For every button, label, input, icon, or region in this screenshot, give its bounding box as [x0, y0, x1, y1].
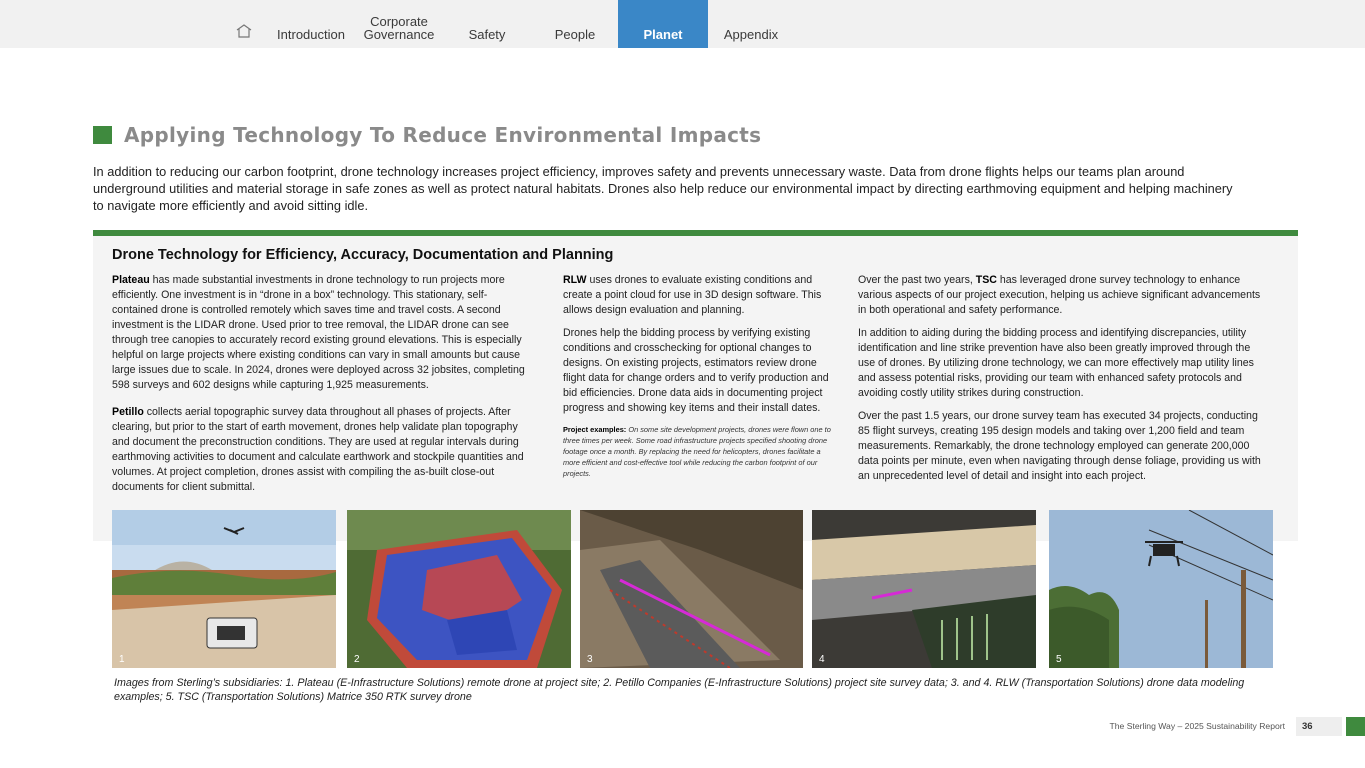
utility-paragraph: In addition to aiding during the bidding process and identifying discrepancies, utility identification and line strike prevention have also been greatly improved through the use of drones. By utilizing drone technology, we can more effectively map utility lines and assess potential risks, providing our team with enhanced safety protocols and avoiding costly utility strikes during construction. — [858, 327, 1254, 399]
photo-number: 2 — [354, 654, 360, 665]
column-tsc — [858, 273, 1262, 492]
photo-rlw-modeling-1 — [580, 510, 803, 668]
photo-number: 1 — [119, 654, 125, 665]
image-caption: Images from Sterling’s subsidiaries: 1. Plateau (E-Infrastructure Solutions) remote drone at project site; 2. Petillo Companies (E-Infrastructure Solutions) project site survey data; 3. and 4. RLW (Transportation Solutions) drone data modeling examples; 5. TSC (Transportation Solutions) Matrice 350 RTK survey drone — [114, 677, 1245, 703]
footer-report-title: The Sterling Way – 2025 Sustainability Report — [1109, 721, 1285, 731]
photo-plateau-drone-box — [112, 510, 336, 668]
home-icon[interactable] — [236, 24, 252, 38]
photo-rlw-modeling-2 — [812, 510, 1036, 668]
nav-tab-label-line2: Governance — [363, 27, 435, 42]
tsc-text: has leveraged drone survey technology to enhance various aspects of our project execution, helping us achieve significant advancements in both operational and safety performance. — [858, 274, 1261, 316]
photo-petillo-survey-map — [347, 510, 571, 668]
rlw-text: uses drones to evaluate existing conditions and create a point cloud for use in 3D design software. This allows design evaluation and planning. — [563, 274, 822, 316]
tsc-lead: TSC — [975, 274, 997, 286]
plateau-paragraph — [112, 273, 532, 393]
plateau-text: has made substantial investments in drone technology to run projects more efficiently. One investment is in “drone in a box” technology. This stationary, self-contained drone is controlled remotely which saves time and travel costs. A second investment is the LIDAR drone. Used prior to tree removal, the LIDAR drone can see through tree canopies to accurately record existing ground elevations. This is especially helpful on large projects where existing conditions can vary in small amounts but cause large issues due to scale. In 2024, drones were deployed across 32 jobsites, completing 598 surveys and 602 designs while capturing 1,925 measurements. — [112, 274, 525, 391]
photo-tsc-matrice-drone — [1049, 510, 1273, 668]
examples-lead: Project examples: — [563, 425, 627, 434]
bidding-paragraph: Drones help the bidding process by verifying existing conditions and crosschecking for optional changes to designs. On existing projects, estimators review drone flight data for change orders and to verify production and bid efficiencies. Drone data aids in documenting project progress and showing key items and their install dates. — [563, 327, 829, 414]
page-title: Applying Technology To Reduce Environmental Impacts — [124, 123, 762, 147]
nav-tab-people[interactable]: People — [554, 27, 596, 42]
column-plateau-petillo — [112, 273, 532, 503]
photo-number: 3 — [587, 654, 593, 665]
nav-tab-corporate-governance[interactable] — [358, 0, 440, 48]
nav-tab-introduction[interactable]: Introduction — [277, 27, 345, 42]
survey-stats-paragraph: Over the past 1.5 years, our drone survey team has executed 34 projects, conducting 85 flight surveys, creating 195 design models and taking over 1,200 field and team measurements. Remarkably, the drone technology employed can generate 200,000 data points per minute, even when navigating through dense foliage, providing us with an unprecedented level of detail and insight into each project. — [858, 410, 1261, 482]
nav-tab-safety[interactable]: Safety — [468, 27, 506, 42]
heading-square-marker — [93, 126, 112, 144]
tsc-pre: Over the past two years, — [858, 274, 976, 286]
top-navigation — [0, 0, 1365, 48]
footer-green-block — [1346, 717, 1365, 736]
rlw-lead: RLW — [563, 274, 587, 286]
petillo-paragraph — [112, 405, 532, 495]
photo-rlw-illustration-1 — [580, 510, 803, 668]
photo-petillo-illustration — [347, 510, 571, 668]
nav-tab-label-line1: Corporate — [370, 14, 428, 29]
nav-tab-planet[interactable]: Planet — [618, 0, 708, 48]
nav-tab-appendix[interactable]: Appendix — [723, 27, 779, 42]
panel-title: Drone Technology for Efficiency, Accuracy, Documentation and Planning — [112, 247, 614, 263]
page-number: 36 — [1302, 721, 1313, 732]
petillo-lead: Petillo — [112, 406, 144, 418]
rlw-paragraph — [563, 273, 833, 318]
photo-rlw-illustration-2 — [812, 510, 1036, 668]
photo-tsc-illustration — [1049, 510, 1273, 668]
photo-number: 4 — [819, 654, 825, 665]
project-examples — [563, 424, 833, 479]
photo-number: 5 — [1056, 654, 1062, 665]
examples-text: On some site development projects, drones were flown one to three times per week. Some road infrastructure projects specified shooting drone footage once a month. By replacing the need for helicopters, drones facilitate a more efficient and cost-effective tool while reducing the carbon footprint of our projects. — [563, 425, 831, 478]
tsc-paragraph — [858, 273, 1262, 318]
plateau-lead: Plateau — [112, 274, 150, 286]
column-rlw — [563, 273, 833, 487]
petillo-text: collects aerial topographic survey data throughout all phases of projects. After clearing, but prior to the start of earth movement, drones help validate plan topography and document the preconstruction conditions. They are used at regular intervals during earthmoving activities to document and calculate earthwork and stockpile quantities and volumes. At project completion, drones assist with compiling the as-built close-out documents for client submittal. — [112, 406, 524, 493]
photo-plateau-illustration — [112, 510, 336, 668]
intro-paragraph: In addition to reducing our carbon footprint, drone technology increases project efficiency, improves safety and prevents unnecessary waste. Data from drone flights helps our teams plan around underground utilities and material storage in safe zones as well as protect natural habitats. Drones also help reduce our environmental impact by directing earthmoving equipment and helping machinery to navigate more efficiently and avoid sitting idle. — [93, 164, 1233, 213]
